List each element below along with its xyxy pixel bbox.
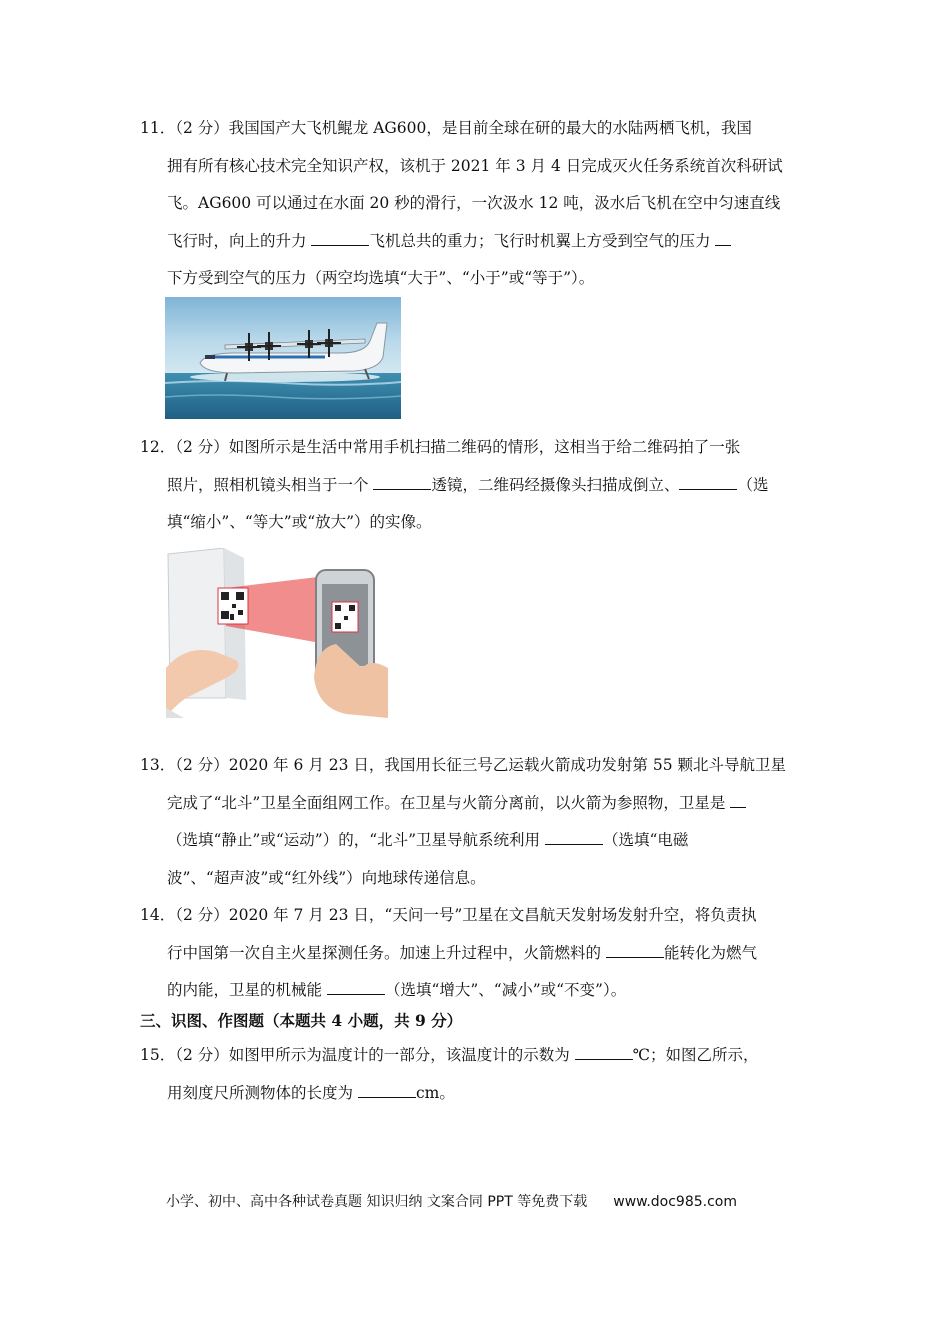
q13-text-3a: （选填“静止”或“运动”）的，“北斗”卫星导航系统利用 (167, 831, 545, 849)
answer-blank (679, 475, 737, 490)
q12-text-2c: （选 (737, 475, 769, 494)
answer-blank (575, 1045, 633, 1060)
answer-blank (545, 830, 603, 845)
footer-text: 小学、初中、高中各种试卷真题 知识归纳 文案合同 PPT 等免费下载 (166, 1194, 588, 1210)
question-12 (140, 429, 810, 542)
q15-text-1b: ℃；如图乙所示， (632, 1046, 759, 1064)
phone-scanning-qr-image (166, 548, 388, 718)
q12-line-3: 填“缩小”、“等大”或“放大”）的实像。 (167, 513, 432, 531)
q14-text-2b: 能转化为燃气 (663, 943, 757, 962)
q11-line-1: 11．（2 分）我国国产大飞机鲲龙 AG600，是目前全球在研的最大的水陆两栖飞机，我国 (140, 119, 752, 137)
answer-blank (730, 793, 746, 808)
answer-blank (311, 231, 369, 246)
footer-site-link[interactable]: www.doc985.com (613, 1194, 737, 1210)
question-11 (140, 110, 810, 298)
q12-line-2 (140, 467, 810, 505)
q13-line-3 (140, 822, 810, 860)
q13-text-2: 完成了“北斗”卫星全面组网工作。在卫星与火箭分离前，以火箭为参照物，卫星是 (167, 793, 731, 812)
question-15 (140, 1037, 810, 1112)
q11-text-4a: 飞行时，向上的升力 (167, 231, 312, 250)
q15-text-2b: cm。 (415, 1083, 455, 1102)
q15-text-2a: 用刻度尺所测物体的长度为 (167, 1083, 358, 1102)
answer-blank (373, 475, 431, 490)
q12-text-2b: 透镜，二维码经摄像头扫描成倒立、 (431, 475, 680, 494)
q11-line-4 (140, 223, 810, 261)
q13-text-3b: （选填“电磁 (602, 831, 689, 849)
answer-blank (715, 231, 731, 246)
q14-text-3a: 的内能，卫星的机械能 (167, 981, 327, 999)
q15-line-2 (140, 1075, 810, 1113)
q15-text-1a: 15．（2 分）如图甲所示为温度计的一部分，该温度计的示数为 (140, 1046, 575, 1064)
q14-text-3b: （选填“增大”、“减小”或“不变”）。 (384, 981, 627, 999)
q12-text-2a: 照片，照相机镜头相当于一个 (167, 475, 374, 494)
q14-line-3 (140, 972, 810, 1010)
answer-blank (606, 943, 664, 958)
q11-line-5: 下方受到空气的压力（两空均选填“大于”、“小于”或“等于”）。 (167, 269, 595, 287)
q14-line-1: 14．（2 分）2020 年 7 月 23 日，“天问一号”卫星在文昌航天发射场发射升空，将负责执 (140, 906, 757, 924)
q12-line-1: 12．（2 分）如图所示是生活中常用手机扫描二维码的情形，这相当于给二维码拍了一张 (140, 438, 741, 456)
q11-line-3: 飞。AG600 可以通过在水面 20 秒的滑行，一次汲水 12 吨，汲水后飞机在空中匀速直线 (167, 194, 781, 212)
q14-line-2 (140, 935, 810, 973)
page-footer (166, 1191, 737, 1211)
question-14 (140, 897, 810, 1010)
q13-line-4: 波”、“超声波”或“红外线”）向地球传递信息。 (167, 868, 486, 887)
q15-line-1 (140, 1037, 810, 1075)
answer-blank (327, 980, 385, 995)
amphibious-plane-image (165, 297, 401, 419)
q11-text-4b: 飞机总共的重力；飞行时机翼上方受到空气的压力 (369, 231, 716, 250)
q11-line-2: 拥有所有核心技术完全知识产权，该机于 2021 年 3 月 4 日完成灭火任务系统首次科研试 (167, 156, 783, 175)
question-13 (140, 747, 810, 897)
section-heading: 三、识图、作图题（本题共 4 小题，共 9 分） (140, 1011, 463, 1030)
q13-line-1: 13．（2 分）2020 年 6 月 23 日，我国用长征三号乙运载火箭成功发射第 55 颗北斗导航卫星 (140, 756, 787, 774)
q14-text-2a: 行中国第一次自主火星探测任务。加速上升过程中，火箭燃料的 (167, 943, 606, 962)
answer-blank (358, 1083, 416, 1098)
q13-line-2 (140, 785, 810, 823)
